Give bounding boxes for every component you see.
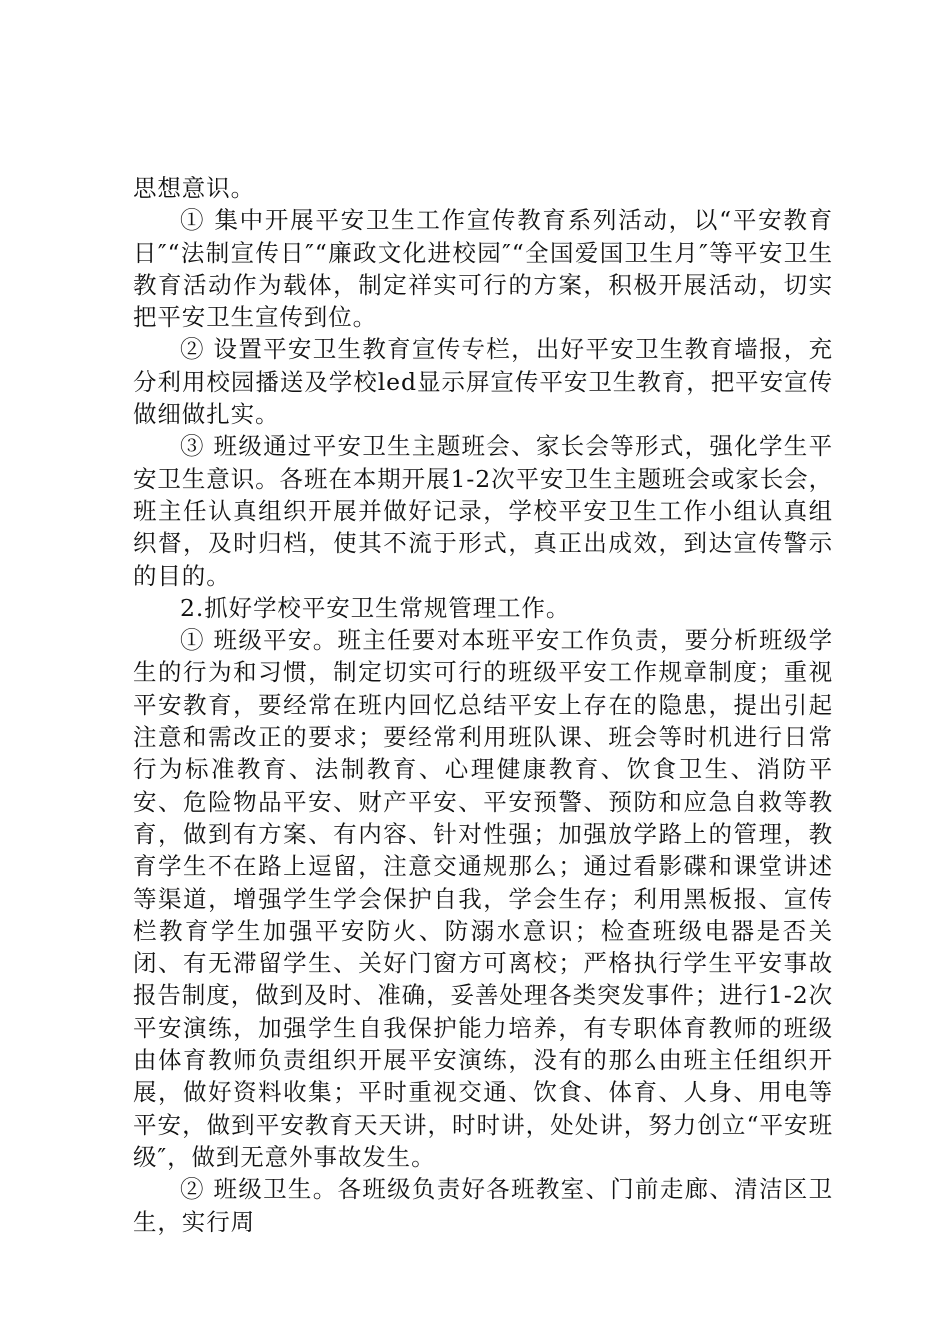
paragraph-class-hygiene: ② 班级卫生。各班级负责好各班教室、门前走廊、清洁区卫生，实行周 xyxy=(133,1175,833,1236)
section-heading-routine-management: 2.抓好学校平安卫生常规管理工作。 xyxy=(180,593,571,622)
paragraph-publicity-column: ② 设置平安卫生教育宣传专栏，出好平安卫生教育墙报，充分利用校园播送及学校led显示屏宣传平安卫生教育，把平安宣传做细做扎实。 xyxy=(133,335,833,429)
paragraph-continuation: 思想意识。 xyxy=(133,174,255,202)
paragraph-class-meetings: ③ 班级通过平安卫生主题班会、家长会等形式，强化学生平安卫生意识。各班在本期开展1-2次平安卫生主题班会或家长会，班主任认真组织开展并做好记录，学校平安卫生工作小组认真组织督，及时归档，使其不流于形式，真正出成效，到达宣传警示的目的。 xyxy=(133,432,833,590)
paragraph-class-safety: ① 班级平安。班主任要对本班平安工作负责，要分析班级学生的行为和习惯，制定切实可行的班级平安工作规章制度；重视平安教育，要经常在班内回忆总结平安上存在的隐患，提出引起注意和需改正的要求；要经常利用班队课、班会等时机进行日常行为标准教育、法制教育、心理健康教育、饮食卫生、消防平安、危险物品平安、财产平安、平安预警、预防和应急自救等教育，做到有方案、有内容、针对性强；加强放学路上的管理，教育学生不在路上逗留，注意交通规那么；通过看影碟和课堂讲述等渠道，增强学生学会保护自我，学会生存；利用黑板报、宣传栏教育学生加强平安防火、防溺水意识；检查班级电器是否关闭、有无滞留学生、关好门窗方可离校；严格执行学生平安事故报告制度，做到及时、准确，妥善处理各类突发事件；进行1-2次平安演练，加强学生自我保护能力培养，有专职体育教师的班级由体育教师负责组织开展平安演练，没有的那么由班主任组织开展，做好资料收集；平时重视交通、饮食、体育、人身、用电等平安，做到平安教育天天讲，时时讲，处处讲，努力创立“平安班级″，做到无意外事故发生。 xyxy=(133,626,833,1171)
paragraph-publicity-activities: ① 集中开展平安卫生工作宣传教育系列活动，以“平安教育日″“法制宣传日″“廉政文化进校园″“全国爱国卫生月″等平安卫生教育活动作为载体，制定祥实可行的方案，积极开展活动，切实把平安卫生宣传到位。 xyxy=(133,206,833,332)
document-body xyxy=(133,172,833,1238)
